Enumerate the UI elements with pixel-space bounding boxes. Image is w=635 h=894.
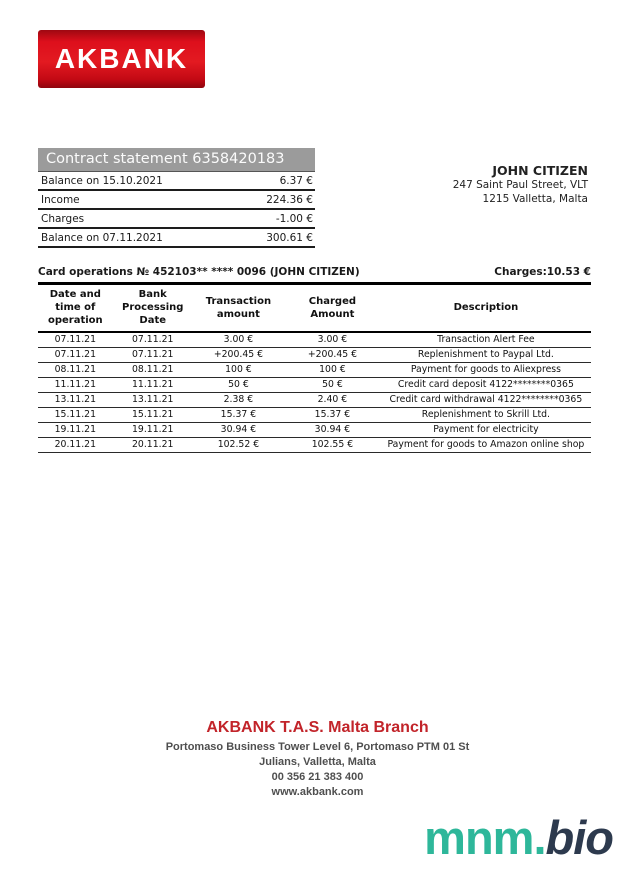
branch-footer [0, 719, 635, 799]
watermark-part2: bio [545, 811, 613, 864]
watermark-part1: mnm. [424, 811, 546, 864]
cell-processing-date: 20.11.21 [113, 438, 193, 453]
cell-transaction-amount: 2.38 € [193, 393, 284, 408]
statement-row-label: Balance on 07.11.2021 [41, 231, 163, 244]
recipient-address-line2: 1215 Valletta, Malta [482, 192, 588, 205]
column-header-charged-amount: Charged Amount [284, 285, 381, 332]
transactions-table [38, 285, 591, 453]
cell-description: Payment for goods to Amazon online shop [381, 438, 591, 453]
cell-operation-date: 19.11.21 [38, 423, 113, 438]
table-row [38, 348, 591, 363]
statement-rows [38, 171, 315, 248]
cell-charged-amount: 30.94 € [284, 423, 381, 438]
cell-charged-amount: 100 € [284, 363, 381, 378]
statement-row-label: Balance on 15.10.2021 [41, 174, 163, 187]
table-row [38, 393, 591, 408]
cell-processing-date: 07.11.21 [113, 332, 193, 348]
table-row [38, 378, 591, 393]
cell-operation-date: 13.11.21 [38, 393, 113, 408]
statement-row-label: Income [41, 193, 80, 206]
contract-statement-summary [38, 148, 315, 248]
cell-processing-date: 15.11.21 [113, 408, 193, 423]
statement-row-charges [38, 210, 315, 229]
table-row [38, 423, 591, 438]
cell-processing-date: 13.11.21 [113, 393, 193, 408]
cell-description: Credit card deposit 4122********0365 [381, 378, 591, 393]
branch-phone: 00 356 21 383 400 [271, 770, 364, 783]
cell-charged-amount: 102.55 € [284, 438, 381, 453]
table-row [38, 408, 591, 423]
cell-processing-date: 19.11.21 [113, 423, 193, 438]
recipient-address-line1: 247 Saint Paul Street, VLT [452, 179, 588, 191]
card-operations-header [38, 266, 591, 285]
transactions-header-row [38, 285, 591, 332]
cell-processing-date: 11.11.21 [113, 378, 193, 393]
cell-transaction-amount: +200.45 € [193, 348, 284, 363]
cell-operation-date: 07.11.21 [38, 332, 113, 348]
table-row [38, 332, 591, 348]
cell-operation-date: 20.11.21 [38, 438, 113, 453]
cell-transaction-amount: 3.00 € [193, 332, 284, 348]
mnm-bio-watermark [424, 810, 613, 865]
branch-address-line1: Portomaso Business Tower Level 6, Portomaso PTM 01 St [165, 741, 470, 753]
column-header-transaction-amount: Transaction amount [193, 285, 284, 332]
cell-processing-date: 08.11.21 [113, 363, 193, 378]
cell-charged-amount: 15.37 € [284, 408, 381, 423]
cell-operation-date: 08.11.21 [38, 363, 113, 378]
recipient-name: JOHN CITIZEN [492, 163, 588, 178]
cell-charged-amount: +200.45 € [284, 348, 381, 363]
cell-operation-date: 07.11.21 [38, 348, 113, 363]
cell-description: Credit card withdrawal 4122********0365 [381, 393, 591, 408]
cell-operation-date: 11.11.21 [38, 378, 113, 393]
cell-charged-amount: 2.40 € [284, 393, 381, 408]
card-operations-title: Card operations № 452103** **** 0096 (JOHN CITIZEN) [38, 266, 360, 278]
cell-transaction-amount: 15.37 € [193, 408, 284, 423]
cell-transaction-amount: 30.94 € [193, 423, 284, 438]
statement-row-income [38, 191, 315, 210]
card-operations-charges: Charges:10.53 € [494, 266, 591, 278]
contract-statement-title: Contract statement 6358420183 [38, 148, 315, 171]
cell-charged-amount: 3.00 € [284, 332, 381, 348]
statement-row-opening-balance [38, 172, 315, 191]
cell-charged-amount: 50 € [284, 378, 381, 393]
cell-description: Payment for goods to Aliexpress [381, 363, 591, 378]
statement-row-closing-balance [38, 229, 315, 248]
statement-row-value: 224.36 € [266, 193, 313, 206]
transactions-table-head [38, 285, 591, 332]
statement-row-value: 300.61 € [266, 231, 313, 244]
recipient-address-block [453, 163, 588, 207]
table-row [38, 438, 591, 453]
column-header-operation-date: Date and time of operation [38, 285, 113, 332]
cell-description: Transaction Alert Fee [381, 332, 591, 348]
cell-description: Replenishment to Paypal Ltd. [381, 348, 591, 363]
cell-description: Payment for electricity [381, 423, 591, 438]
statement-row-label: Charges [41, 212, 85, 225]
column-header-description: Description [381, 285, 591, 332]
cell-transaction-amount: 102.52 € [193, 438, 284, 453]
akbank-logo [38, 30, 205, 88]
cell-transaction-amount: 50 € [193, 378, 284, 393]
card-operations-section [38, 266, 591, 453]
cell-processing-date: 07.11.21 [113, 348, 193, 363]
akbank-logo-text: AKBANK [54, 43, 189, 74]
cell-transaction-amount: 100 € [193, 363, 284, 378]
branch-address-line2: Julians, Valletta, Malta [259, 755, 376, 768]
column-header-processing-date: Bank Processing Date [113, 285, 193, 332]
statement-row-value: 6.37 € [279, 174, 313, 187]
statement-row-value: -1.00 € [275, 212, 313, 225]
cell-operation-date: 15.11.21 [38, 408, 113, 423]
cell-description: Replenishment to Skrill Ltd. [381, 408, 591, 423]
branch-name: AKBANK T.A.S. Malta Branch [206, 719, 429, 736]
table-row [38, 363, 591, 378]
transactions-table-body [38, 332, 591, 453]
branch-website: www.akbank.com [271, 785, 364, 798]
